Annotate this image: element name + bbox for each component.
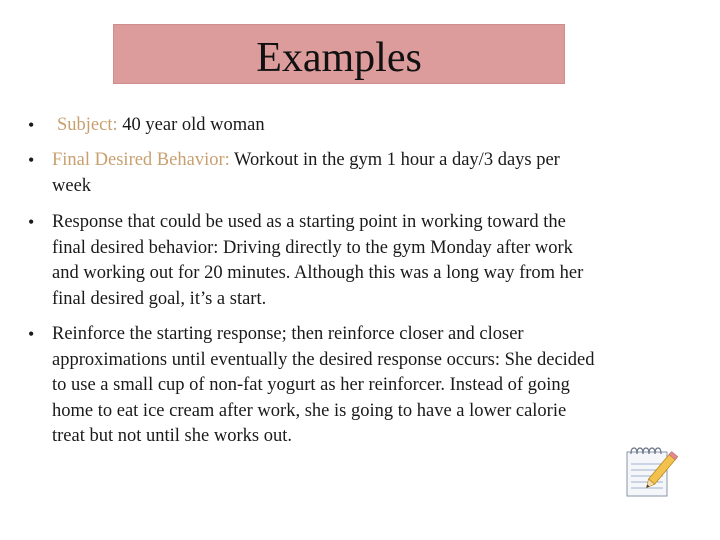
bullet-reinforce bbox=[28, 322, 600, 450]
slide-title: Examples bbox=[256, 35, 422, 81]
bullet-final-behavior bbox=[28, 148, 600, 199]
bullet-text: Response that could be used as a starting point in working toward the final desired behavior: Driving directly to the gym Monday after work and working out for 20 minutes. Although this was a long way from her final desired goal, it’s a start. bbox=[52, 212, 584, 309]
bullet-starting-response bbox=[28, 210, 600, 312]
bullet-subject bbox=[28, 113, 605, 139]
bullet-dot: • bbox=[28, 115, 35, 135]
bullet-text: 40 year old woman bbox=[117, 115, 265, 135]
bullet-dot: • bbox=[28, 324, 35, 344]
notepad-pencil-icon bbox=[622, 444, 682, 500]
bullet-text: Reinforce the starting response; then reinforce closer and closer approximations until eventually the desired response occurs: She decided to use a small cup of non-fat yogurt as her reinforcer. Instead of going home to eat ice cream after work, she is going to have a lower calorie treat but not until she works out. bbox=[52, 324, 595, 446]
title-banner bbox=[113, 24, 565, 84]
bullet-text: Workout in the gym 1 hour a day/3 days per week bbox=[52, 150, 560, 196]
bullet-dot: • bbox=[28, 212, 35, 232]
bullet-label: Final Desired Behavior: bbox=[52, 150, 230, 170]
bullet-dot: • bbox=[28, 150, 35, 170]
bullet-label: Subject: bbox=[57, 115, 118, 135]
